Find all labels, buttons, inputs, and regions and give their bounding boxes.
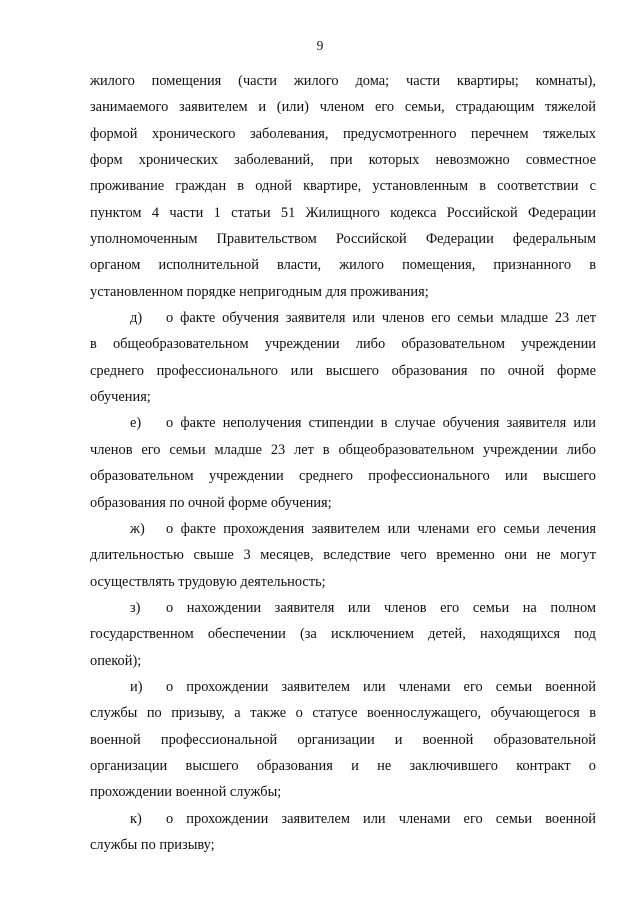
- text-line: военной профессиональной организации и военной образовательной: [90, 731, 596, 748]
- text-line: занимаемого заявителем и (или) членом его семьи, страдающим тяжелой: [90, 99, 596, 116]
- item-letter: и): [130, 678, 143, 695]
- item-first-line: [90, 410, 596, 436]
- text-line: организации высшего образования и не заключившего контракт о: [90, 757, 596, 774]
- text-line: образовательном учреждении среднего профессионального или высшего: [90, 468, 596, 485]
- text-line: форм хронических заболеваний, при которых невозможно совместное: [90, 152, 596, 169]
- text-line: органом исполнительной власти, жилого помещения, признанного в: [90, 257, 596, 274]
- text-line: образования по очной форме обучения;: [90, 494, 332, 511]
- text-line: службы по призыву, а также о статусе военнослужащего, обучающегося в: [90, 705, 596, 722]
- item-first-line: [90, 806, 596, 832]
- text-line: прохождении военной службы;: [90, 784, 282, 801]
- text-line: проживание граждан в одной квартире, установленным в соответствии с: [90, 178, 596, 195]
- list-item-d: [90, 305, 596, 410]
- document-body: [90, 68, 596, 858]
- list-item-zh: [90, 516, 596, 595]
- item-first-line: [90, 595, 596, 621]
- text-line: членов его семьи младше 23 лет в общеобразовательном учреждении либо: [90, 441, 596, 458]
- text-line: уполномоченным Правительством Российской Федерации федеральным: [90, 231, 596, 248]
- item-letter: д): [130, 310, 143, 327]
- text-line: формой хронического заболевания, предусмотренного перечнем тяжелых: [90, 125, 596, 142]
- item-text: о факте обучения заявителя или членов его семьи младше 23 лет: [166, 310, 596, 327]
- text-line: осуществлять трудовую деятельность;: [90, 573, 326, 590]
- item-first-line: [90, 305, 596, 331]
- item-text: о прохождении заявителем или членами его семьи военной: [166, 810, 596, 827]
- item-first-line: [90, 674, 596, 700]
- item-first-line: [90, 516, 596, 542]
- item-text: о факте неполучения стипендии в случае обучения заявителя или: [166, 415, 596, 432]
- text-line: установленном порядке непригодным для проживания;: [90, 283, 429, 300]
- text-line: длительностью свыше 3 месяцев, вследствие чего временно они не могут: [90, 547, 596, 564]
- item-text: о нахождении заявителя или членов его семьи на полном: [166, 599, 596, 616]
- text-line: службы по призыву;: [90, 836, 215, 853]
- text-line: жилого помещения (части жилого дома; части квартиры; комнаты),: [90, 73, 596, 89]
- item-letter: к): [130, 810, 142, 827]
- list-item-k: [90, 806, 596, 859]
- text-line: государственном обеспечении (за исключением детей, находящихся под: [90, 626, 596, 643]
- text-line: обучения;: [90, 389, 151, 406]
- text-line: в общеобразовательном учреждении либо образовательном учреждении: [90, 336, 596, 353]
- text-line: пунктом 4 части 1 статьи 51 Жилищного кодекса Российской Федерации: [90, 204, 596, 221]
- item-letter: з): [130, 599, 141, 616]
- item-letter: ж): [130, 520, 145, 537]
- item-letter: е): [130, 415, 142, 432]
- intro-paragraph: [90, 68, 596, 305]
- item-text: о факте прохождения заявителем или членами его семьи лечения: [166, 520, 596, 537]
- text-line: среднего профессионального или высшего образования по очной форме: [90, 362, 596, 379]
- list-item-z: [90, 595, 596, 674]
- text-line: опекой);: [90, 652, 142, 669]
- item-text: о прохождении заявителем или членами его семьи военной: [166, 678, 596, 695]
- list-item-e: [90, 410, 596, 515]
- list-item-i: [90, 674, 596, 806]
- page-number: 9: [316, 38, 324, 53]
